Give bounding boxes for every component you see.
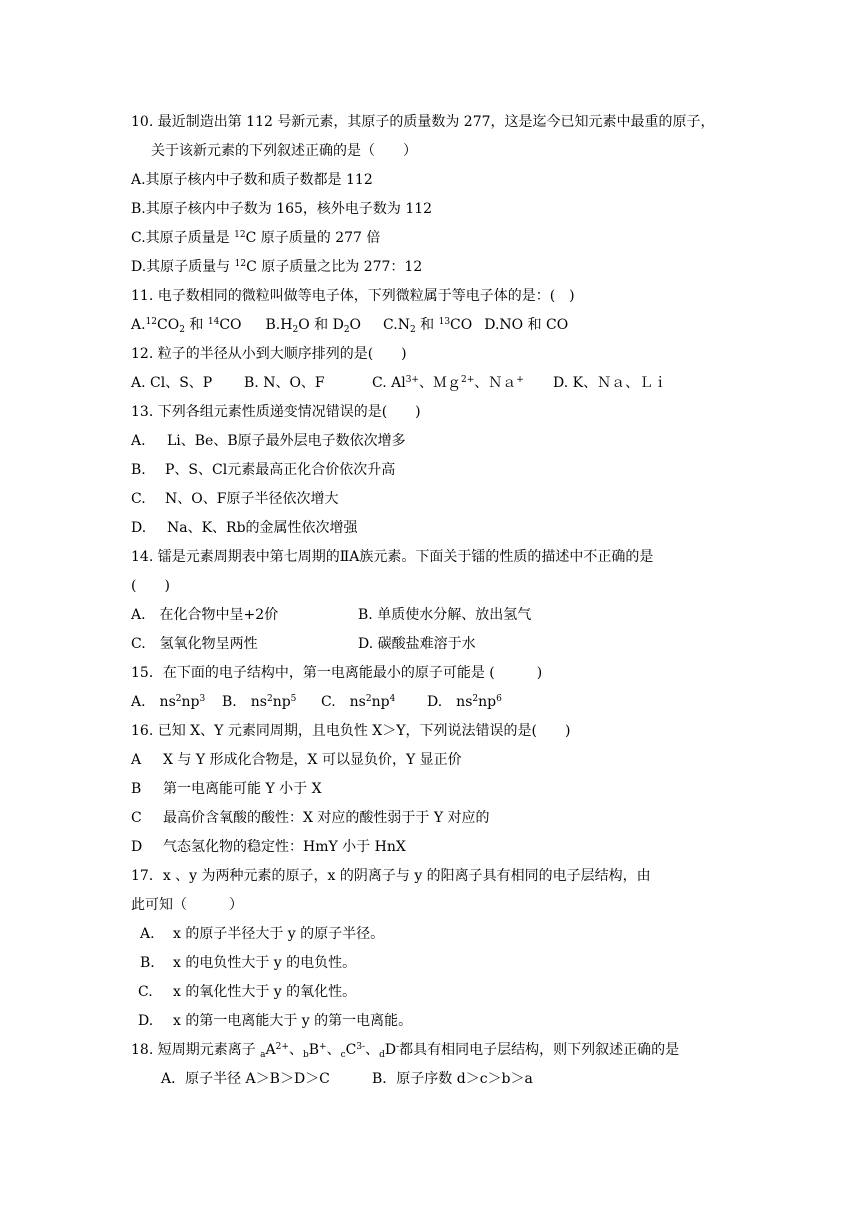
q11-stem: 11. 电子数相同的微粒叫做等电子体，下列微粒属于等电子体的是：( ) [131,288,575,304]
q13-stem: 13. 下列各组元素性质递变情况错误的是( ) [131,404,421,420]
q11-option-b: $B.H_2O$ 和 $D_2O$ [265,317,362,335]
q12-stem: 12. 粒子的半径从小到大顺序排列的是( ) [131,346,407,362]
q12-option-d: D. K、Ｎａ、Ｌｉ [553,375,668,391]
q10-option-a: A.其原子核内中子数和质子数都是 112 [131,172,373,188]
q13-option-b-text: P、S、Cl元素最高正化合价依次升高 [165,462,396,478]
q13-option-d-label: D. [131,520,147,536]
q16-option-b-text: 第一电离能可能 Y 小于 X [163,781,322,797]
q17-option-c-label: C. [138,984,153,1000]
q13-option-a-text: Li、Be、B原子最外层电子数依次增多 [167,433,406,449]
q10-stem-line1: 10. 最近制造出第 112 号新元素，其原子的质量数为 277，这是迄今已知元素中最重的原子， [131,114,715,130]
q17-option-d-text: x 的第一电离能大于 y 的第一电离能。 [173,1013,413,1029]
q15-option-b: B. $ns^2np^5$ [222,694,297,710]
q18-stem: 18. 短周期元素离子 $_aA^{2+}$、$_b$B+、$_cC^{3-}$、$_d$D-都具有相同电子层结构，则下列叙述正确的是 [131,1042,680,1060]
q17-option-d-label: D. [138,1013,154,1029]
q17-option-b-text: x 的电负性大于 y 的电负性。 [173,955,357,971]
q15-option-c: C. $ns^2np^4$ [321,694,396,710]
q14-option-c: C. 氢氧化物呈两性 [131,636,258,652]
q16-option-d-label: D [131,839,143,855]
q13-option-a-label: A. [131,433,146,449]
q17-stem-line1: 17．x 、y 为两种元素的原子，x 的阴离子与 y 的阳离子具有相同的电子层结构，由 [131,868,651,884]
q16-option-c-text: 最高价含氧酸的酸性：X 对应的酸性弱于于 Y 对应的 [163,810,490,826]
q18-option-b: B．原子序数 d＞c＞b＞a [372,1071,533,1087]
q14-option-b: B. 单质使水分解、放出氢气 [358,607,532,623]
q12-option-c: C. $Al^{3+}$、Ｍｇ$^{2+}$、Ｎａ+ [372,375,524,391]
q11-option-d: D.NO 和 CO [484,317,569,333]
q13-option-b-label: B. [131,462,146,478]
q15-option-d: D. $ns^2np^6$ [427,694,502,710]
q12-option-a: A. Cl、S、P [131,375,213,391]
q11-option-a: $A.^{12}CO_2$ 和 $^{14}$CO [131,317,242,335]
q14-option-a: A. 在化合物中呈+2价 [131,607,279,623]
q17-option-a-label: A. [140,926,155,942]
q13-option-d-text: Na、K、Rb的金属性依次增强 [167,520,358,536]
q15-option-a: A. $ns^2np^3$ [131,694,206,710]
q11-options-line [131,315,568,335]
q10-option-b: B.其原子核内中子数为 165，核外电子数为 112 [131,201,433,217]
q13-option-c-label: C. [131,491,146,507]
q17-stem-line2: 此可知（ ） [131,897,243,913]
q16-option-b-label: B [131,781,142,797]
q12-option-b: B. N、O、F [244,375,325,391]
q14-option-d: D. 碳酸盐难溶于水 [358,636,476,652]
q16-option-a-text: X 与 Y 形成化合物是，X 可以显负价，Y 显正价 [163,752,462,768]
q17-option-a-text: x 的原子半径大于 y 的原子半径。 [173,926,385,942]
q16-option-a-label: A [131,752,142,768]
q17-option-b-label: B. [140,955,155,971]
q14-stem-line2: ( ) [131,578,170,594]
q10-option-c: C.其原子质量是 $^{12}$C 原子质量的 277 倍 [131,230,381,246]
q10-option-d: D.其原子质量与 $^{12}$C 原子质量之比为 277：12 [131,259,423,275]
q18-option-a: A．原子半径 A＞B＞D＞C [161,1071,330,1087]
q13-option-c-text: N、O、F原子半径依次增大 [165,491,339,507]
q17-option-c-text: x 的氧化性大于 y 的氧化性。 [173,984,357,1000]
q16-option-d-text: 气态氢化物的稳定性：HmY 小于 HnX [163,839,406,855]
q10-stem-line2: 关于该新元素的下列叙述正确的是（ ） [151,143,417,159]
q14-stem-line1: 14. 镭是元素周期表中第七周期的ⅡA族元素。下面关于镭的性质的描述中不正确的是 [131,549,654,565]
q11-option-c: $C.N_2$ 和 $^{13}$CO [383,317,473,335]
q16-option-c-label: C [131,810,142,826]
q16-stem: 16. 已知 X、Y 元素同周期，且电负性 X＞Y，下列说法错误的是( ) [131,723,571,739]
q15-stem: 15．在下面的电子结构中，第一电离能最小的原子可能是 ( ) [131,665,543,681]
